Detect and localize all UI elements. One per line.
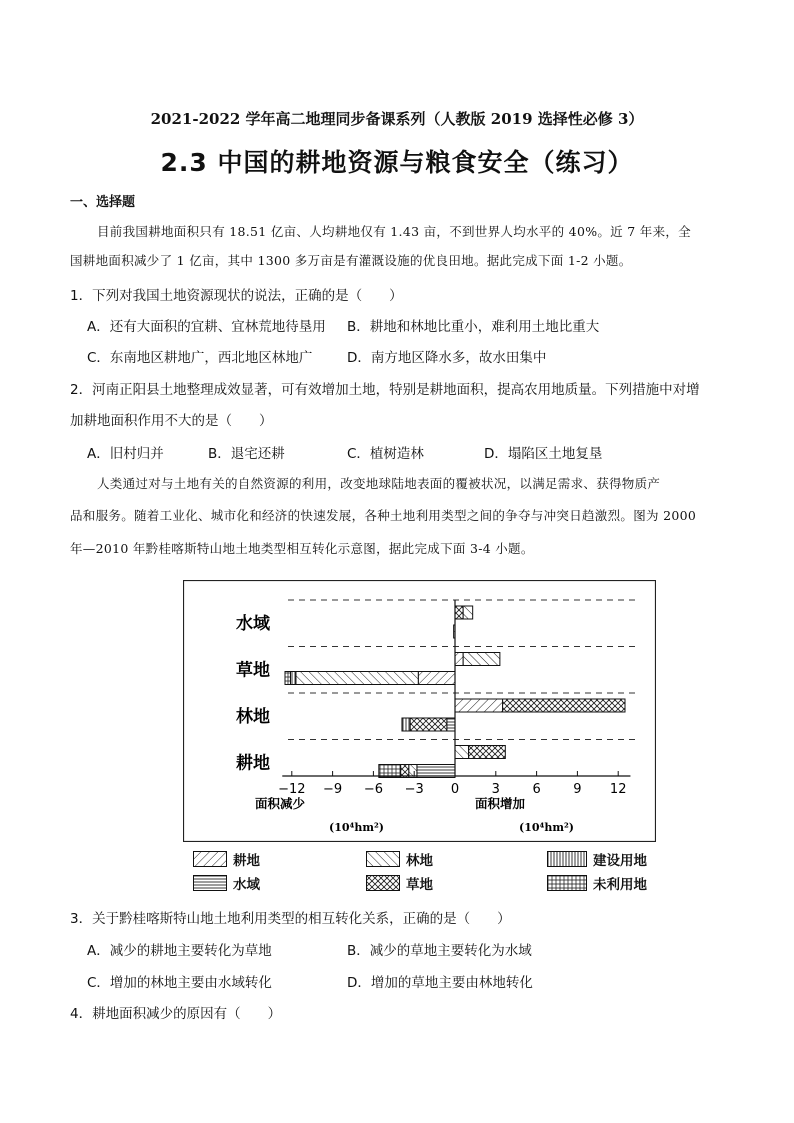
page-title: 2.3 中国的耕地资源与粮食安全（练习） xyxy=(160,148,634,177)
question-3-option-d: D．增加的草地主要由林地转化 xyxy=(347,975,533,991)
question-2-option-a: A．旧村归并 xyxy=(87,446,164,462)
legend-item-jianshe xyxy=(547,849,647,869)
category-label-gengdi: 耕地 xyxy=(236,753,270,774)
bar-lindi-decrease-jianshe xyxy=(402,718,410,731)
question-4-stem: 4．耕地面积减少的原因有（ ） xyxy=(70,1006,282,1022)
question-2-option-c: C．植树造林 xyxy=(347,446,424,462)
bar-lindi-increase-caodi xyxy=(503,699,625,712)
question-3-option-c: C．增加的林地主要由水域转化 xyxy=(87,975,272,991)
section-heading: 一、选择题 xyxy=(70,195,136,210)
legend-label: 耕地 xyxy=(233,853,260,869)
category-label-shuiyu: 水域 xyxy=(236,614,270,634)
bar-caodi-decrease-gengdi xyxy=(418,672,455,685)
question-2-stem-line1: 2．河南正阳县土地整理成效显著，可有效增加土地，特别是耕地面积，提高农用地质量。下列措施中对增 xyxy=(70,382,700,398)
x-tick-label: 9 xyxy=(573,782,582,797)
bar-lindi-increase-gengdi xyxy=(455,699,503,712)
legend-item-lindi xyxy=(366,849,433,869)
passage2-line1: 人类通过对与土地有关的自然资源的利用，改变地球陆地表面的覆被状况，以满足需求、获得物质产 xyxy=(97,476,661,491)
question-2-option-d: D．塌陷区土地复垦 xyxy=(484,446,603,462)
legend-swatch-gengdi xyxy=(193,851,227,867)
question-3-option-b: B．减少的草地主要转化为水域 xyxy=(347,943,532,959)
x-tick-label: 0 xyxy=(450,782,460,797)
question-1-stem: 1．下列对我国土地资源现状的说法，正确的是（ ） xyxy=(70,288,403,304)
bar-gengdi-increase-caodi xyxy=(469,746,506,759)
x-tick-label: 12 xyxy=(609,782,627,797)
question-3-stem: 3．关于黔桂喀斯特山地土地利用类型的相互转化关系，正确的是（ ） xyxy=(70,911,511,927)
category-label-caodi: 草地 xyxy=(236,660,270,681)
x-tick-label: −6 xyxy=(363,782,383,797)
x-tick-label: 6 xyxy=(532,782,541,797)
xlabel-left: 面积减少 xyxy=(255,796,306,811)
legend-item-shuiyu xyxy=(193,873,260,893)
x-tick-label: 3 xyxy=(491,782,500,797)
question-2-stem-line2: 加耕地面积作用不大的是（ ） xyxy=(70,413,273,429)
bar-gengdi-increase-lindi xyxy=(455,746,469,759)
legend-swatch-jianshe xyxy=(547,851,587,867)
x-tick-label: −3 xyxy=(404,782,424,797)
question-1-option-b: B．耕地和林地比重小，难利用土地比重大 xyxy=(347,319,600,335)
legend-item-gengdi xyxy=(193,849,260,869)
legend-swatch-shuiyu xyxy=(193,875,227,891)
legend-label: 水域 xyxy=(233,877,260,893)
question-2-option-b: B．退宅还耕 xyxy=(208,446,285,462)
unit-left: (10⁴hm²) xyxy=(329,821,384,834)
question-1-option-c: C．东南地区耕地广，西北地区林地广 xyxy=(87,350,313,366)
bar-caodi-increase-lindi xyxy=(463,653,500,666)
passage2-line3: 年—2010 年黔桂喀斯特山地土地类型相互转化示意图，据此完成下面 3-4 小题。 xyxy=(70,541,534,556)
question-1-option-d: D．南方地区降水多，故水田集中 xyxy=(347,350,547,366)
bar-lindi-decrease-shuiyu xyxy=(447,718,455,731)
legend-swatch-weili xyxy=(547,875,587,891)
legend-label: 建设用地 xyxy=(593,853,647,869)
land-conversion-chart xyxy=(183,580,656,842)
bar-shuiyu-increase-caodi xyxy=(455,606,463,619)
passage1-line2: 国耕地面积减少了 1 亿亩，其中 1300 多万亩是有灌溉设施的优良田地。据此完成下面 1-2 小题。 xyxy=(70,253,632,268)
series-title: 2021-2022 学年高二地理同步备课系列（人教版 2019 选择性必修 3） xyxy=(150,110,644,128)
category-label-lindi: 林地 xyxy=(236,707,270,727)
legend-swatch-caodi xyxy=(366,875,400,891)
passage2-line2: 品和服务。随着工业化、城市化和经济的快速发展，各种土地利用类型之间的争夺与冲突日趋激烈。图为 2000 xyxy=(70,508,697,523)
legend-item-caodi xyxy=(366,873,433,893)
x-tick-label: −12 xyxy=(278,782,306,797)
bar-shuiyu-increase-lindi xyxy=(463,606,473,619)
legend-swatch-lindi xyxy=(366,851,400,867)
bar-caodi-decrease-lindi xyxy=(296,672,418,685)
unit-right: (10⁴hm²) xyxy=(519,821,574,834)
legend-label: 未利用地 xyxy=(593,877,647,893)
question-1-option-a: A．还有大面积的宜耕、宜林荒地待垦用 xyxy=(87,319,326,335)
passage1-line1: 目前我国耕地面积只有 18.51 亿亩、人均耕地仅有 1.43 亩，不到世界人均水平的 40%。近 7 年来，全 xyxy=(97,224,691,239)
bar-caodi-decrease-weili xyxy=(285,672,290,685)
bar-caodi-decrease-jianshe xyxy=(290,672,295,685)
legend-label: 林地 xyxy=(406,853,433,869)
bar-lindi-decrease-caodi xyxy=(410,718,447,731)
legend-item-weili xyxy=(547,873,647,893)
xlabel-right: 面积增加 xyxy=(475,796,526,811)
legend-label: 草地 xyxy=(406,877,433,893)
question-3-option-a: A．减少的耕地主要转化为草地 xyxy=(87,943,272,959)
x-tick-label: −9 xyxy=(323,782,343,797)
bar-caodi-increase-gengdi xyxy=(455,653,463,666)
